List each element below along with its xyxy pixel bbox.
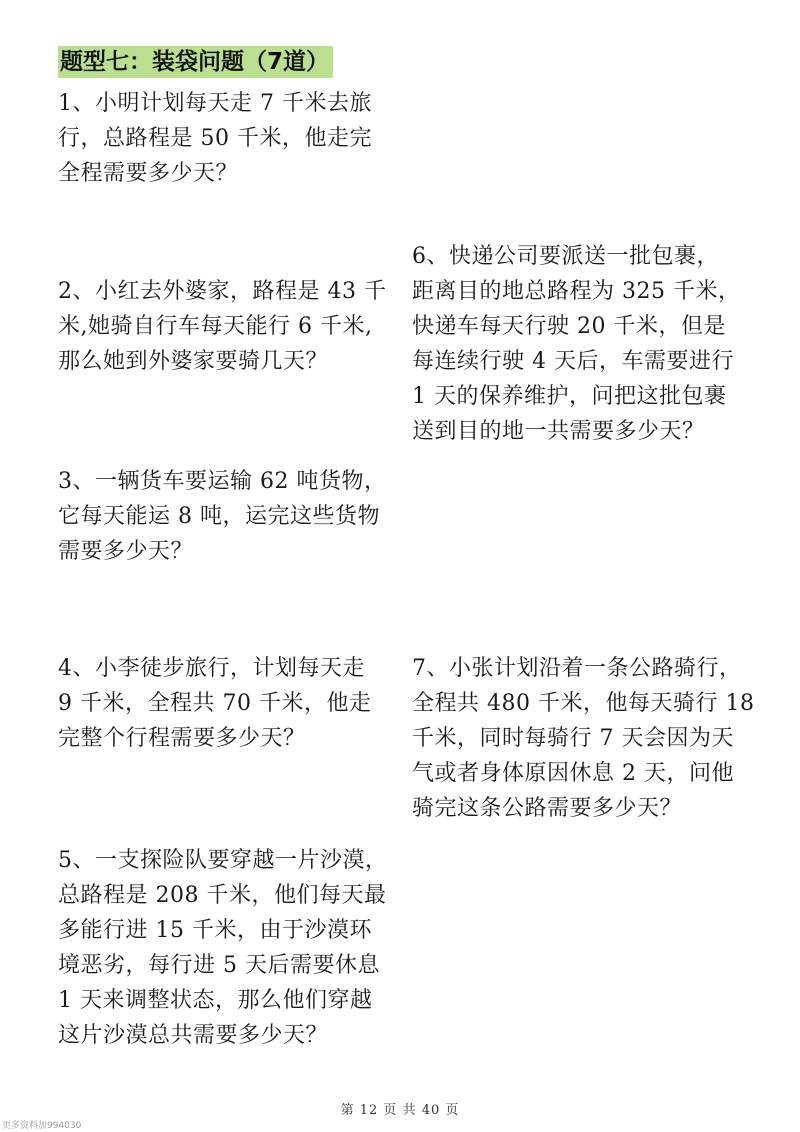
question-3: 3、一辆货车要运输 62 吨货物， 它每天能运 8 吨，运完这些货物 需要多少天？ bbox=[58, 469, 387, 564]
question-5: 5、一支探险队要穿越一片沙漠， 总路程是 208 千米，他们每天最 多能行进 15 千米，由于沙漠环 境恶劣，每行进 5 天后需要休息 1 天来调整状态，那么他们穿越 这片沙漠总共需要多少天？ bbox=[58, 848, 388, 1048]
page-number-footer: 第 12 页 共 40 页 bbox=[340, 1103, 460, 1118]
question-4: 4、小李徒步旅行，计划每天走 9 千米，全程共 70 千米，他走 完整个行程需要多少天？ bbox=[58, 656, 372, 751]
question-1: 1、小明计划每天走 7 千米去旅 行，总路程是 50 千米，他走完 全程需要多少天？ bbox=[58, 91, 372, 186]
question-7: 7、小张计划沿着一条公路骑行， 全程共 480 千米，他每天骑行 18 千米，同时每骑行 7 天会因为天 气或者身体原因休息 2 天，问他 骑完这条公路需要多少天？ bbox=[412, 656, 755, 821]
section-title: 题型七：装袋问题（7道） bbox=[58, 46, 333, 78]
question-2: 2、小红去外婆家，路程是 43 千 米,她骑自行车每天能行 6 千米, 那么她到外婆家要骑几天？ bbox=[58, 279, 387, 374]
question-6: 6、快递公司要派送一批包裹， 距离目的地总路程为 325 千米， 快递车每天行驶 20 千米，但是 每连续行驶 4 天后，车需要进行 1 天的保养维护，问把这批包裹 送到目的地一共需要多少天？ bbox=[412, 244, 741, 444]
watermark-text: 更多资料加994030 bbox=[2, 1121, 82, 1131]
